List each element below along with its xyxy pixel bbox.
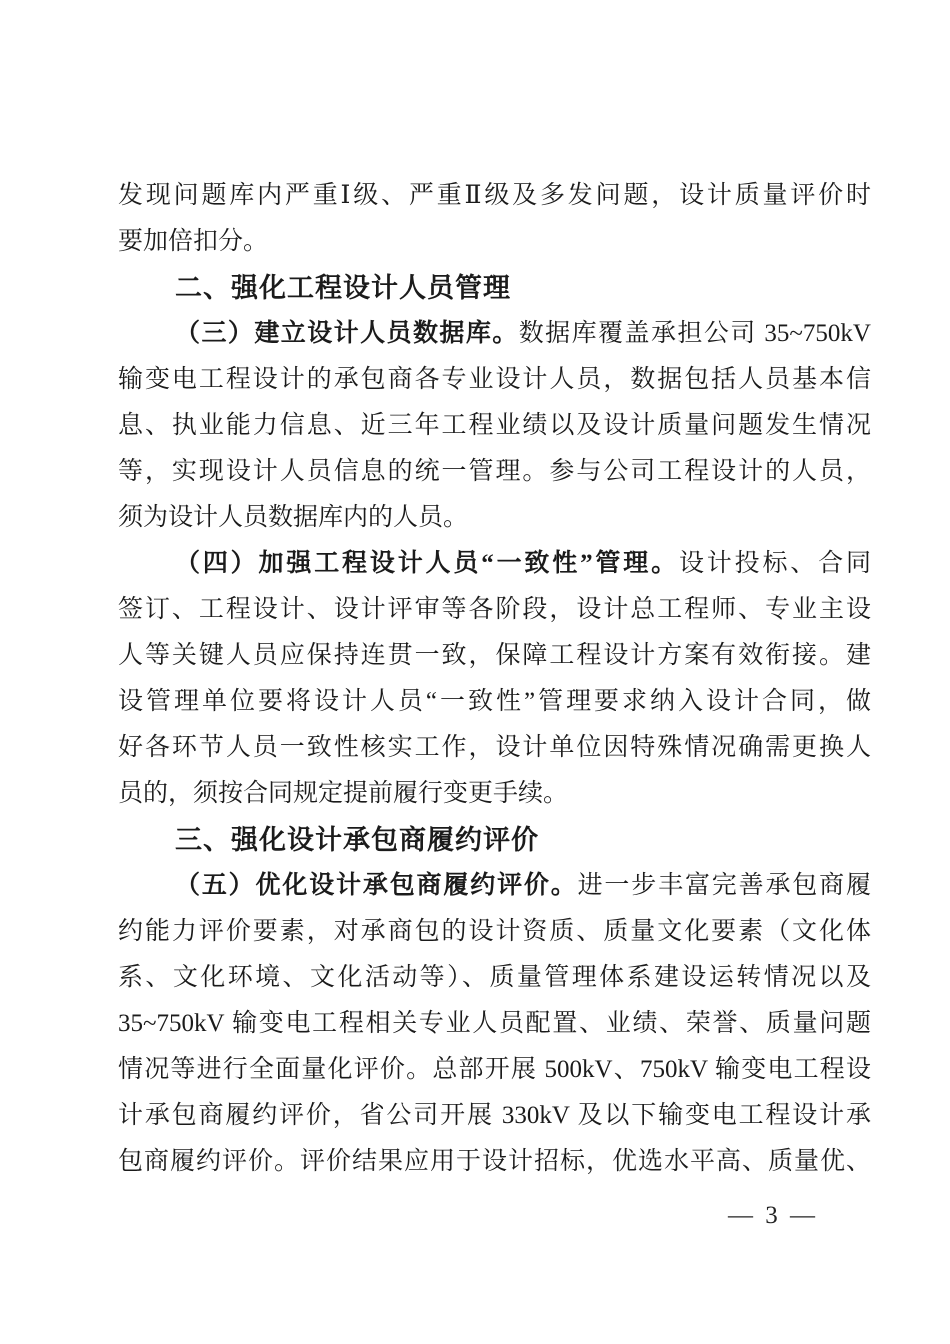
clause-title: （三）建立设计人员数据库。 (175, 320, 519, 347)
clause-text: 设计投标、合同 (678, 550, 871, 577)
text-line (118, 863, 871, 909)
text-line: 人等关键人员应保持连贯一致，保障工程设计方案有效衔接。建 (118, 642, 871, 669)
section-heading: 三、强化设计承包商履约评价 (175, 825, 539, 855)
clause-title: （五）优化设计承包商履约评价。 (175, 872, 578, 899)
text-line: 输变电工程设计的承包商各专业设计人员，数据包括人员基本信 (118, 366, 871, 393)
text-line (118, 311, 871, 357)
text-line: 约能力评价要素，对承商包的设计资质、质量文化要素（文化体 (118, 918, 871, 945)
document-body (118, 173, 871, 1185)
section-heading: 二、强化工程设计人员管理 (175, 273, 511, 303)
text-line: 情况等进行全面量化评价。总部开展 500kV、750kV 输变电工程设 (118, 1056, 871, 1083)
text-line: 包商履约评价。评价结果应用于设计招标，优选水平高、质量优、 (118, 1148, 871, 1175)
text-line: 35~750kV 输变电工程相关专业人员配置、业绩、荣誉、质量问题 (118, 1010, 871, 1037)
clause-title: （四）加强工程设计人员“一致性”管理。 (175, 550, 679, 577)
text-line: 须为设计人员数据库内的人员。 (118, 504, 469, 531)
text-line: 等，实现设计人员信息的统一管理。参与公司工程设计的人员， (118, 458, 871, 485)
text-line: 计承包商履约评价，省公司开展 330kV 及以下输变电工程设计承 (118, 1102, 871, 1129)
text-line: 员的，须按合同规定提前履行变更手续。 (118, 780, 569, 807)
clause-text: 进一步丰富完善承包商履 (577, 872, 871, 899)
text-line (118, 541, 871, 587)
text-line: 签订、工程设计、设计评审等各阶段，设计总工程师、专业主设 (118, 596, 871, 623)
text-line: 发现问题库内严重Ⅰ级、严重Ⅱ级及多发问题，设计质量评价时 (118, 182, 871, 209)
page-number: — 3 — (728, 1202, 818, 1229)
text-line: 要加倍扣分。 (118, 228, 269, 255)
clause-text: 数据库覆盖承担公司 35~750kV (518, 320, 871, 347)
text-line: 息、执业能力信息、近三年工程业绩以及设计质量问题发生情况 (118, 412, 871, 439)
text-line: 设管理单位要将设计人员“一致性”管理要求纳入设计合同，做 (118, 688, 871, 715)
text-line: 好各环节人员一致性核实工作，设计单位因特殊情况确需更换人 (118, 734, 871, 761)
text-line: 系、文化环境、文化活动等）、质量管理体系建设运转情况以及 (118, 964, 871, 991)
